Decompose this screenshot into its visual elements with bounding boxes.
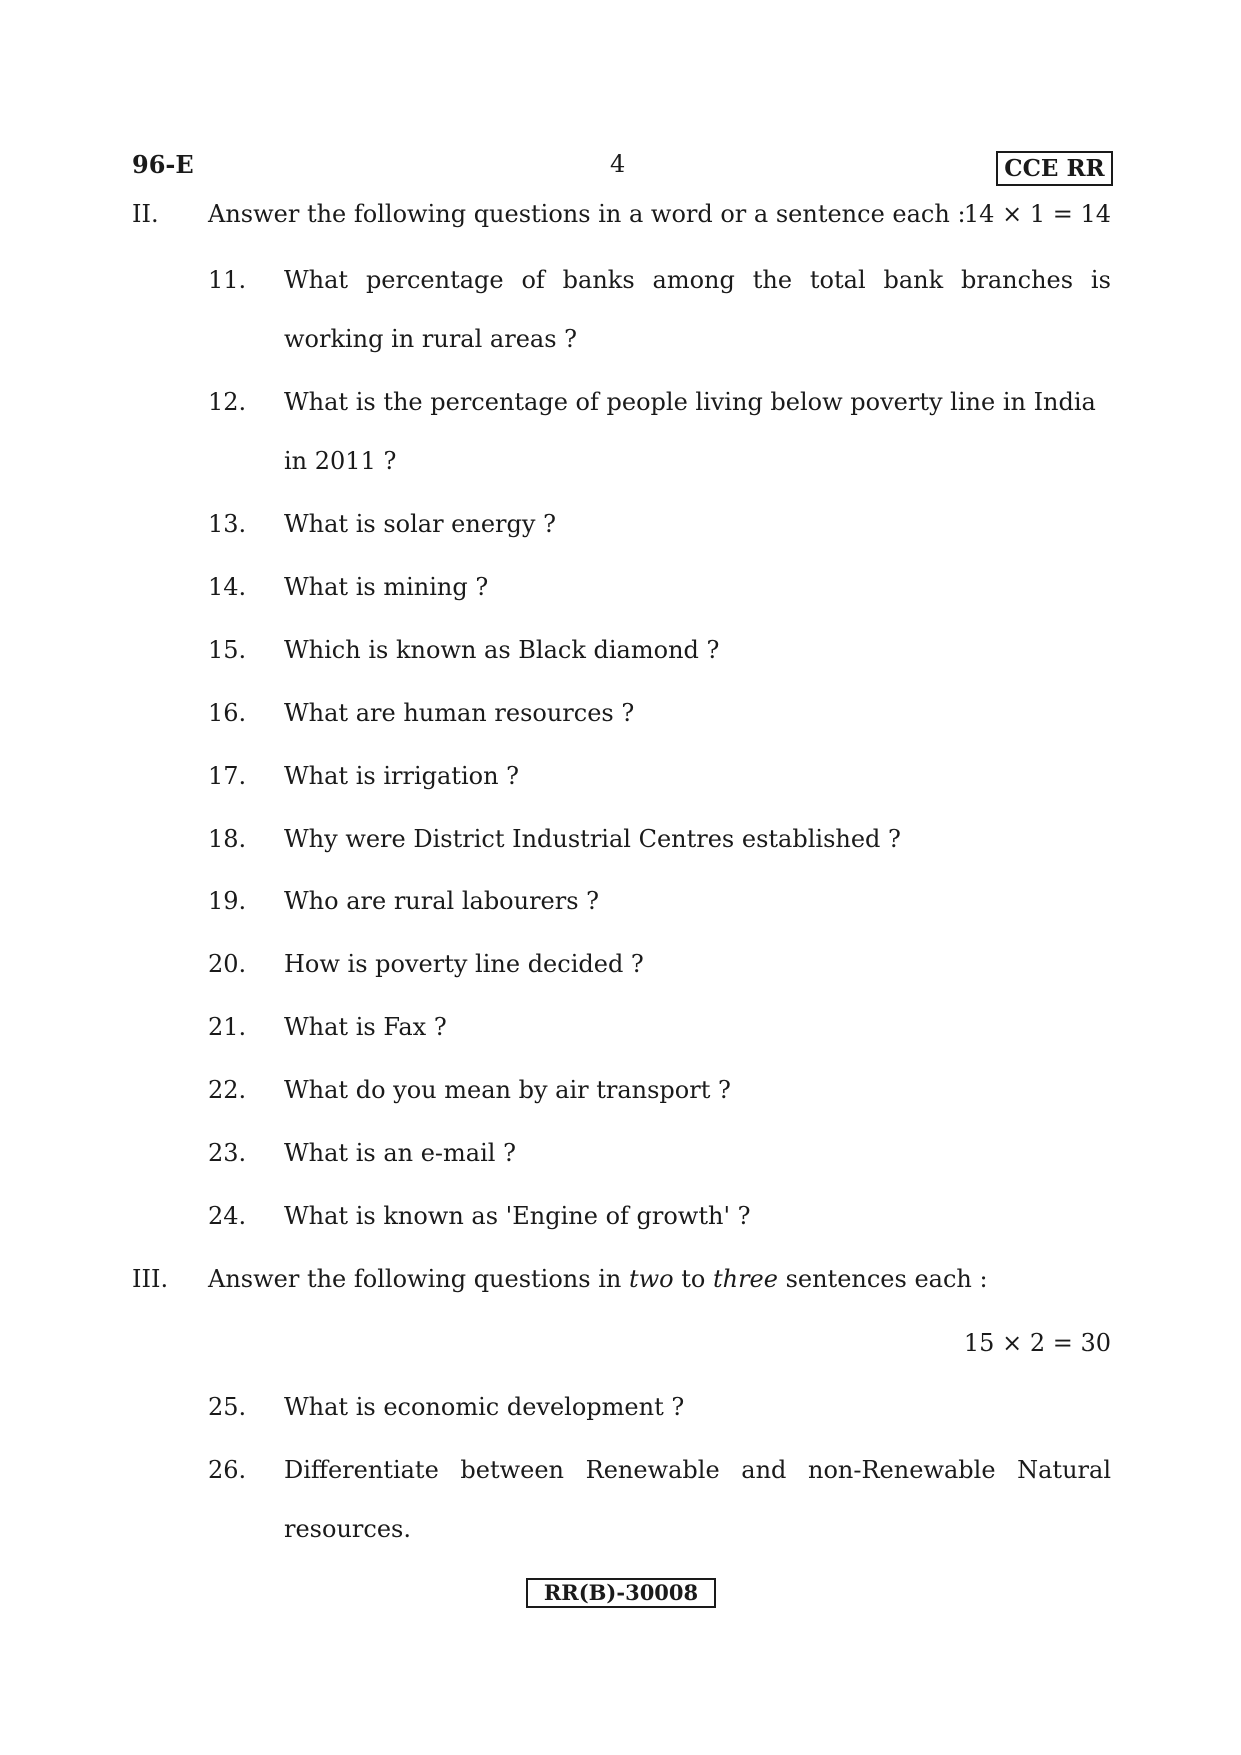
- question-text: What is economic development ?: [284, 1393, 685, 1421]
- word: the: [752, 266, 793, 294]
- question-number: 26.: [208, 1456, 247, 1484]
- question-text: What is irrigation ?: [284, 762, 520, 790]
- word: branches: [961, 266, 1074, 294]
- question-number: 16.: [208, 699, 247, 727]
- word: Natural: [1017, 1456, 1111, 1484]
- word: and: [741, 1456, 787, 1484]
- question-text: What do you mean by air transport ?: [284, 1076, 731, 1104]
- instruction-emphasis: two: [628, 1265, 674, 1293]
- question-text: What is an e-mail ?: [284, 1139, 516, 1167]
- question-number: 13.: [208, 510, 247, 538]
- word: Renewable: [585, 1456, 720, 1484]
- word: of: [521, 266, 545, 294]
- question-number: 17.: [208, 762, 247, 790]
- word: What: [284, 266, 349, 294]
- question-text: What is mining ?: [284, 573, 489, 601]
- question-text: What is Fax ?: [284, 1013, 447, 1041]
- word: non-Renewable: [808, 1456, 996, 1484]
- question-text-line1: [284, 266, 1111, 294]
- question-text: Who are rural labourers ?: [284, 887, 600, 915]
- question-number: 23.: [208, 1139, 247, 1167]
- section-3-marks: 15 × 2 = 30: [963, 1329, 1111, 1357]
- question-number: 12.: [208, 388, 247, 416]
- section-3-numeral: III.: [132, 1265, 169, 1293]
- section-3-instruction: [208, 1265, 988, 1293]
- question-text: How is poverty line decided ?: [284, 950, 644, 978]
- section-2-instruction: Answer the following questions in a word or a sentence each :: [208, 200, 966, 228]
- word: among: [652, 266, 735, 294]
- question-text: What are human resources ?: [284, 699, 635, 727]
- question-number: 21.: [208, 1013, 247, 1041]
- word: total: [809, 266, 866, 294]
- question-number: 22.: [208, 1076, 247, 1104]
- word: bank: [883, 266, 944, 294]
- question-number: 15.: [208, 636, 247, 664]
- question-number: 19.: [208, 887, 247, 915]
- question-text: Which is known as Black diamond ?: [284, 636, 720, 664]
- question-text-line1: What is the percentage of people living below poverty line in India: [284, 388, 1096, 416]
- question-text: Why were District Industrial Centres established ?: [284, 825, 901, 853]
- question-number: 14.: [208, 573, 247, 601]
- word: between: [460, 1456, 565, 1484]
- footer-code-box: RR(B)-30008: [526, 1578, 716, 1608]
- question-text: What is solar energy ?: [284, 510, 556, 538]
- word: percentage: [365, 266, 504, 294]
- question-text: What is known as 'Engine of growth' ?: [284, 1202, 751, 1230]
- instruction-part: sentences each :: [777, 1265, 988, 1293]
- section-2-numeral: II.: [132, 200, 159, 228]
- question-text-line2: resources.: [284, 1515, 411, 1543]
- instruction-part: Answer the following questions in: [208, 1265, 629, 1293]
- paper-code: 96-E: [132, 150, 194, 179]
- question-text-line2: working in rural areas ?: [284, 325, 578, 353]
- section-2-marks: 14 × 1 = 14: [963, 200, 1111, 228]
- instruction-part: to: [673, 1265, 713, 1293]
- page-number: 4: [610, 150, 626, 178]
- word: is: [1090, 266, 1111, 294]
- word: Differentiate: [284, 1456, 439, 1484]
- question-text-line1: [284, 1456, 1111, 1484]
- question-number: 20.: [208, 950, 247, 978]
- question-number: 25.: [208, 1393, 247, 1421]
- question-number: 11.: [208, 266, 247, 294]
- word: banks: [562, 266, 635, 294]
- series-label-box: CCE RR: [996, 151, 1113, 186]
- question-number: 24.: [208, 1202, 247, 1230]
- question-text-line2: in 2011 ?: [284, 447, 397, 475]
- instruction-emphasis: three: [712, 1265, 778, 1293]
- question-number: 18.: [208, 825, 247, 853]
